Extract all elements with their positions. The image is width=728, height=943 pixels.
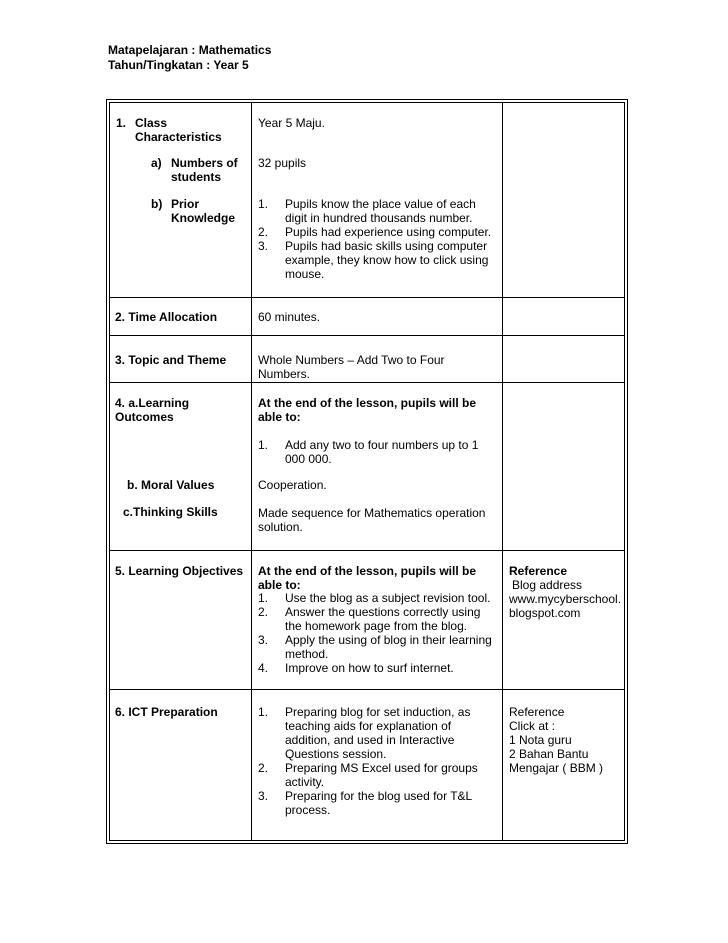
list-item — [258, 761, 492, 789]
learning-outcomes-intro: At the end of the lesson, pupils will be able to: — [258, 396, 477, 424]
list-item — [258, 605, 492, 633]
list-item — [258, 633, 492, 661]
list-item — [258, 225, 492, 239]
bahan-bantu-link-cont[interactable]: Mengajar ( BBM ) — [509, 761, 604, 775]
list-number: 1. — [258, 591, 269, 605]
time-allocation-value: 60 minutes. — [258, 310, 321, 324]
learning-objectives-label: 5. Learning Objectives — [115, 564, 244, 578]
thinking-skills-value: Made sequence for Mathematics operation solution. — [258, 506, 486, 534]
moral-values-label: b. Moral Values — [127, 478, 215, 492]
list-number: 3. — [258, 789, 269, 803]
list-text: Apply the using of blog in their learning method. — [285, 633, 492, 661]
topic-theme-label: 3. Topic and Theme — [115, 353, 227, 367]
learning-outcomes-label: 4. a.Learning Outcomes — [115, 396, 190, 424]
list-item — [258, 789, 492, 817]
learning-objectives-intro: At the end of the lesson, pupils will be able to: — [258, 564, 477, 592]
list-number: 3. — [258, 633, 269, 647]
list-number: 3. — [258, 239, 269, 253]
list-item — [258, 239, 492, 281]
list-text: Pupils know the place value of each digit in hundred thousands number. — [285, 197, 476, 225]
list-number: 2. — [258, 225, 269, 239]
list-number: 2. — [258, 605, 269, 619]
list-text: Improve on how to surf internet. — [285, 661, 454, 675]
class-characteristics-label: Class Characteristics — [135, 116, 222, 144]
subject-heading: Matapelajaran : Mathematics — [108, 43, 272, 57]
list-text: Use the blog as a subject revision tool. — [285, 591, 491, 605]
topic-theme-value: Whole Numbers – Add Two to Four Numbers. — [258, 353, 445, 381]
list-text: Answer the questions correctly using the homework page from the blog. — [285, 605, 481, 633]
blog-address-link-cont[interactable]: blogspot.com — [509, 606, 581, 620]
list-number: 1. — [258, 705, 269, 719]
prior-knowledge-list — [258, 197, 492, 281]
list-number: 4. — [258, 661, 269, 675]
objectives-reference-line: Blog address — [512, 578, 583, 592]
list-text: Pupils had experience using computer. — [285, 225, 492, 239]
list-item — [258, 661, 492, 675]
objectives-reference-title: Reference — [509, 564, 568, 578]
list-item — [258, 591, 492, 605]
time-allocation-label: 2. Time Allocation — [115, 310, 218, 324]
thinking-skills-label: c.Thinking Skills — [123, 505, 218, 519]
list-number: 2. — [258, 761, 269, 775]
bahan-bantu-link[interactable]: 2 Bahan Bantu — [509, 747, 589, 761]
list-text: Preparing blog for set induction, as teaching aids for explanation of addition, and used in Interactive Questions session. — [285, 705, 471, 761]
prior-knowledge-marker: b) — [151, 197, 163, 211]
list-text: Preparing for the blog used for T&L process. — [285, 789, 472, 817]
numbers-of-students-value: 32 pupils — [258, 156, 307, 170]
list-item — [258, 438, 492, 466]
ict-reference-line: Click at : — [509, 719, 556, 733]
learning-outcomes-list — [258, 438, 492, 466]
list-text: Preparing MS Excel used for groups activity. — [285, 761, 478, 789]
ict-reference-title: Reference — [509, 705, 565, 719]
ict-preparation-label: 6. ICT Preparation — [115, 705, 218, 719]
numbers-of-students-marker: a) — [151, 156, 162, 170]
list-text: Pupils had basic skills using computer example, they know how to click using mouse. — [285, 239, 489, 281]
list-number: 1. — [258, 197, 269, 211]
class-label-number: 1. — [116, 116, 127, 130]
moral-values-value: Cooperation. — [258, 478, 327, 492]
numbers-of-students-label: Numbers of students — [171, 156, 238, 184]
year-heading: Tahun/Tingkatan : Year 5 — [108, 58, 249, 72]
ict-preparation-list — [258, 705, 492, 817]
list-item — [258, 705, 492, 761]
list-text: Add any two to four numbers up to 1 000 000. — [285, 438, 479, 466]
nota-guru-link[interactable]: 1 Nota guru — [509, 733, 572, 747]
learning-objectives-list — [258, 591, 492, 675]
class-name-value: Year 5 Maju. — [258, 116, 325, 130]
prior-knowledge-label: Prior Knowledge — [171, 197, 236, 225]
list-item — [258, 197, 492, 225]
blog-address-link[interactable]: www.mycyberschool. — [509, 592, 622, 606]
list-number: 1. — [258, 438, 269, 452]
